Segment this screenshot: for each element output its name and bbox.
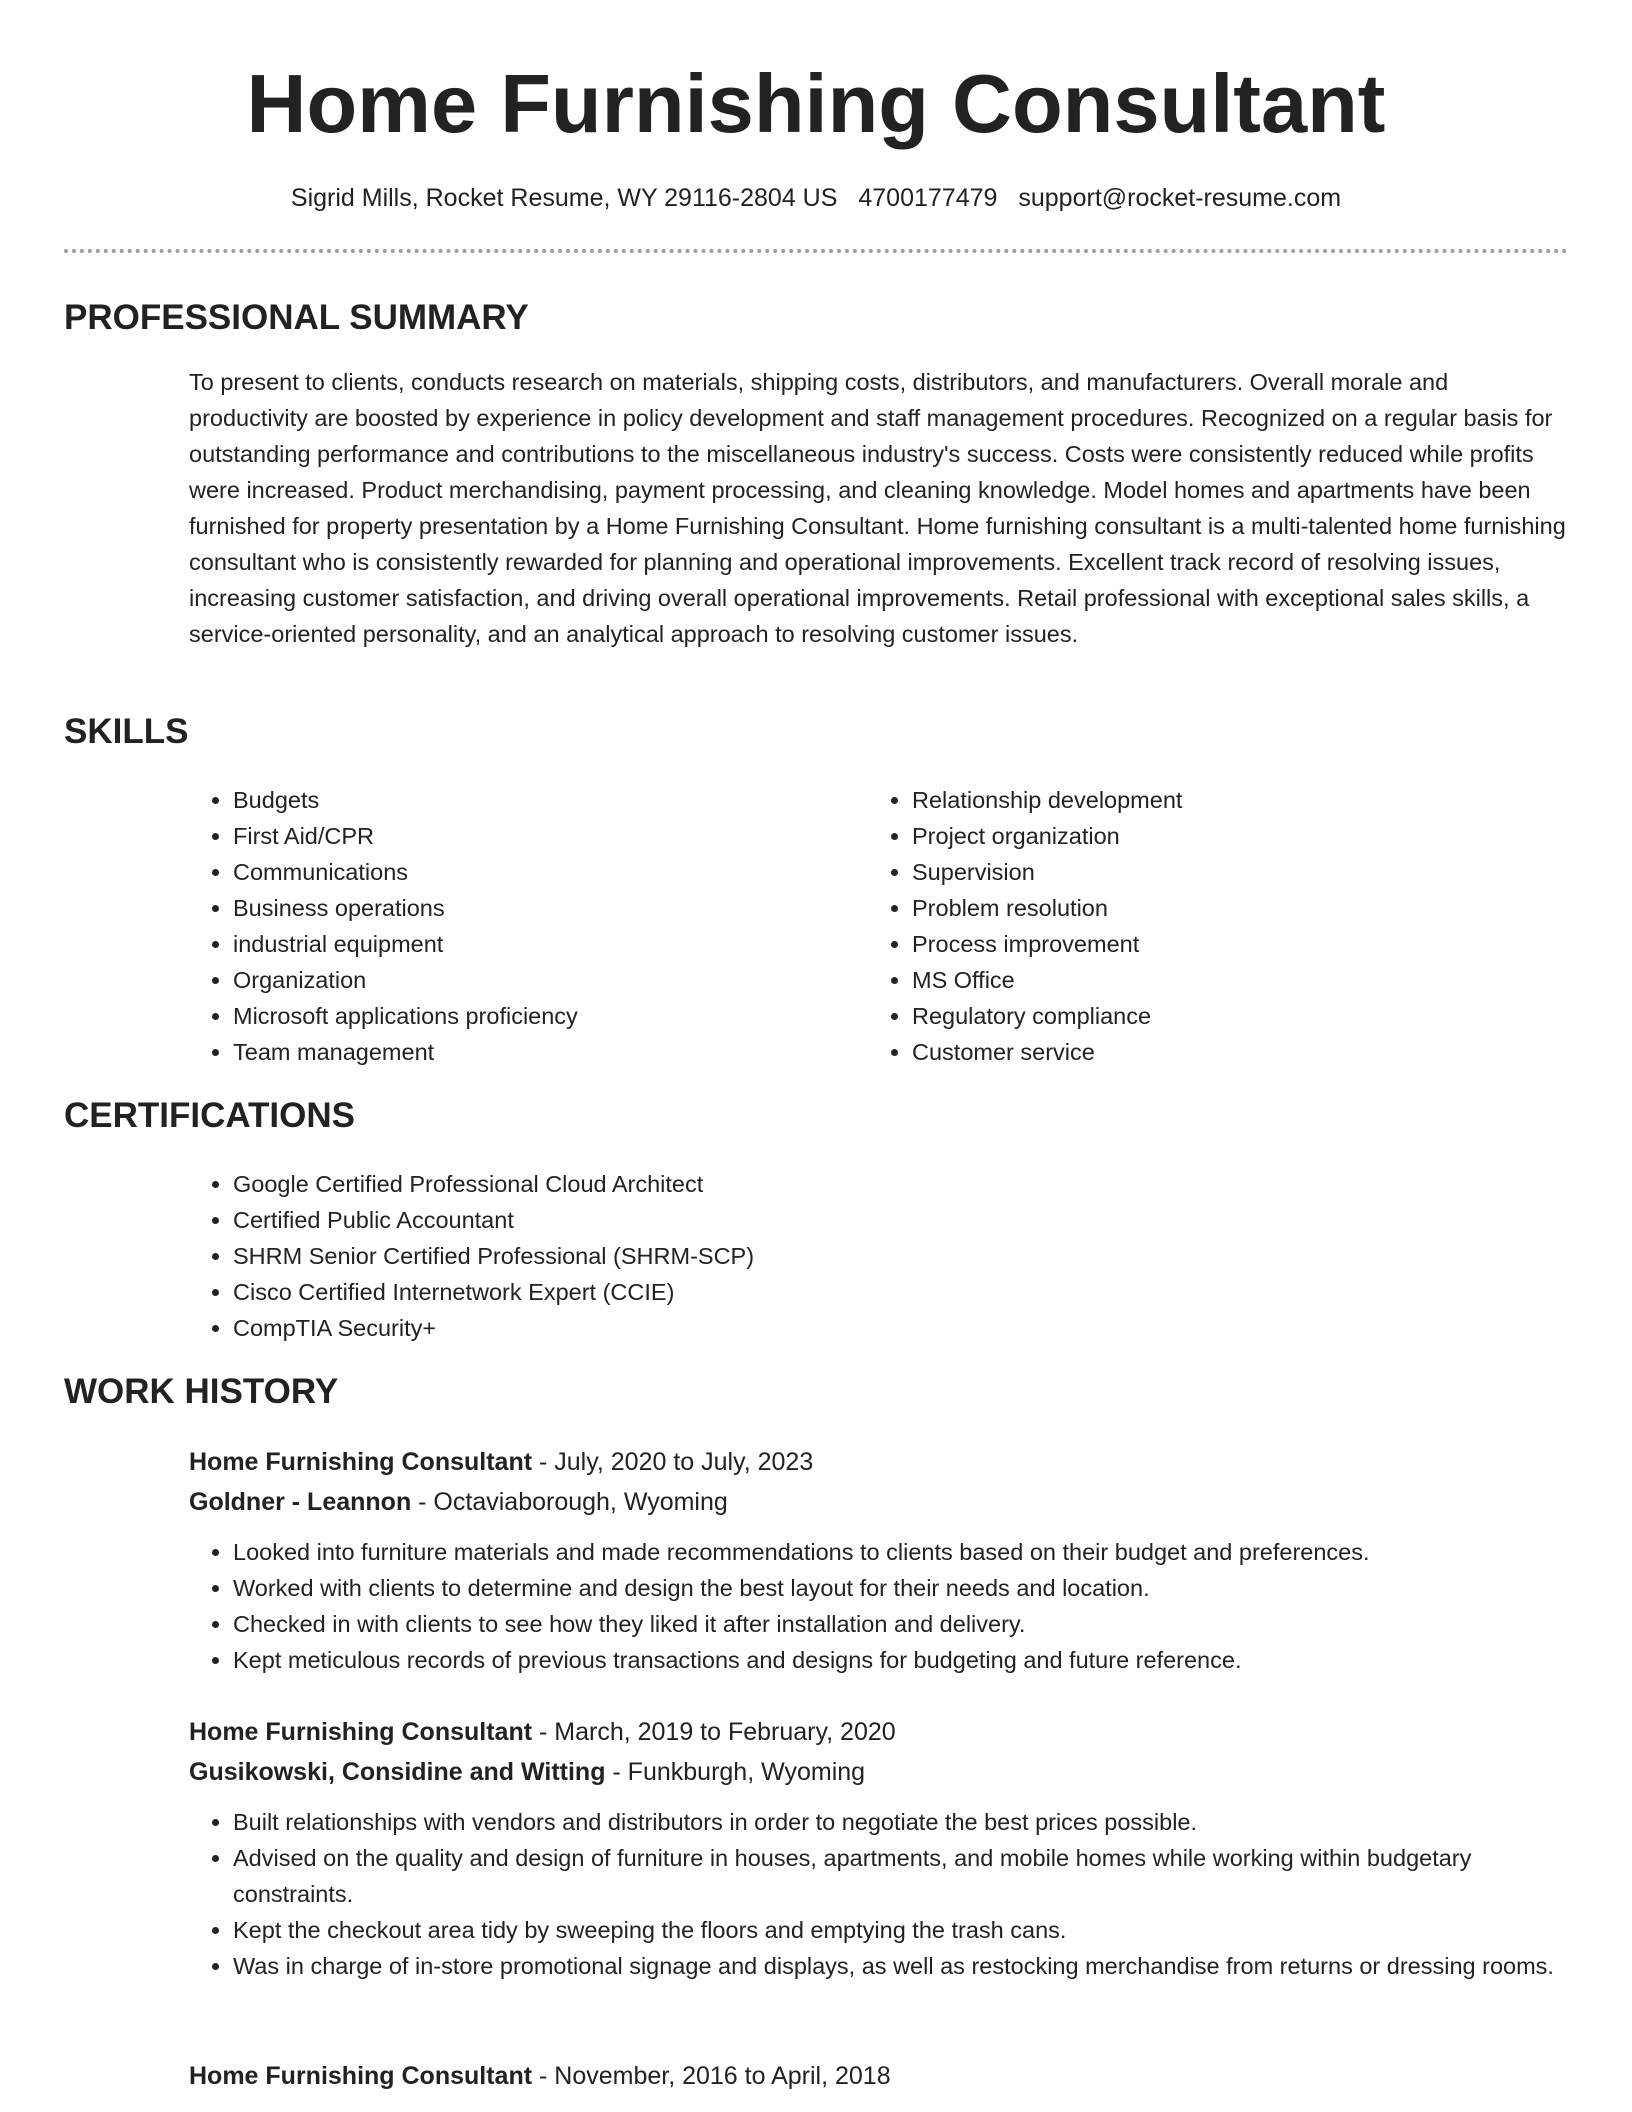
job-bullet: • Kept the checkout area tidy by sweeping the floors and emptying the trash cans. [233, 1912, 1569, 1948]
skill-item: • Supervision [912, 854, 1508, 890]
skills-column-right [868, 782, 1508, 1070]
contact-phone: 4700177479 [858, 184, 998, 212]
skill-item: • Microsoft applications proficiency [233, 998, 829, 1034]
job-company: Gusikowski, Considine and Witting [189, 1758, 606, 1786]
skill-item: • MS Office [912, 962, 1508, 998]
job-company-line [189, 1752, 1569, 1792]
job-bullet: • Advised on the quality and design of furniture in houses, apartments, and mobile homes while working within budgetary constraints. [233, 1840, 1569, 1912]
job-bullet: • Checked in with clients to see how they liked it after installation and delivery. [233, 1606, 1569, 1642]
certification-item: • Certified Public Accountant [233, 1202, 1489, 1238]
skill-item: • Communications [233, 854, 829, 890]
job-title: Home Furnishing Consultant [189, 1718, 533, 1746]
job-bullet: • Kept meticulous records of previous transactions and designs for budgeting and future reference. [233, 1642, 1569, 1678]
job-entry [189, 1442, 1569, 1678]
job-location: - Funkburgh, Wyoming [605, 1758, 866, 1786]
skill-item: • Customer service [912, 1034, 1508, 1070]
certification-item: • Google Certified Professional Cloud Architect [233, 1166, 1489, 1202]
header-divider [64, 249, 1568, 253]
certification-item: • CompTIA Security+ [233, 1310, 1489, 1346]
certification-item: • SHRM Senior Certified Professional (SHRM-SCP) [233, 1238, 1489, 1274]
job-entry [189, 1712, 1569, 1984]
job-dates: - March, 2019 to February, 2020 [532, 1718, 896, 1746]
job-entry [189, 2056, 1569, 2096]
job-company-line [189, 1482, 1569, 1522]
resume-title: Home Furnishing Consultant [246, 57, 1386, 150]
skills-column-left [189, 782, 829, 1070]
job-bullet: • Looked into furniture materials and made recommendations to clients based on their budget and preferences. [233, 1534, 1569, 1570]
skill-item: • Budgets [233, 782, 829, 818]
skills-heading: SKILLS [64, 712, 189, 751]
contact-email: support@rocket-resume.com [1018, 184, 1342, 212]
contact-address: Sigrid Mills, Rocket Resume, WY 29116-2804 US [290, 184, 838, 212]
job-company: Goldner - Leannon [189, 1488, 412, 1516]
skills-list-right [868, 782, 1508, 1070]
skill-item: • Organization [233, 962, 829, 998]
contact-line [0, 181, 1632, 215]
job-bullet: • Worked with clients to determine and design the best layout for their needs and location. [233, 1570, 1569, 1606]
skills-list-left [189, 782, 829, 1070]
summary-text: To present to clients, conducts research on materials, shipping costs, distributors, and manufacturers. Overall morale and productivity are boosted by experience in policy development and staff management procedures. Recognized on a regular basis for outstanding performance and contributions to the miscellaneous industry's success. Costs were consistently reduced while profits were increased. Product merchandising, payment processing, and cleaning knowledge. Model homes and apartments have been furnished for property presentation by a Home Furnishing Consultant. Home furnishing consultant is a multi-talented home furnishing consultant who is consistently rewarded for planning and operational improvements. Excellent track record of resolving issues, increasing customer satisfaction, and driving overall operational improvements. Retail professional with exceptional sales skills, a service-oriented personality, and an analytical approach to resolving customer issues. [189, 369, 1566, 647]
skill-item: • Team management [233, 1034, 829, 1070]
job-dates: - July, 2020 to July, 2023 [532, 1448, 814, 1476]
job-title-line [189, 2056, 1569, 2096]
job-title-line [189, 1712, 1569, 1752]
skill-item: • First Aid/CPR [233, 818, 829, 854]
job-bullets [0, 1534, 1569, 1678]
skill-item: • Process improvement [912, 926, 1508, 962]
job-bullets [0, 1804, 1569, 1984]
skill-item: • Regulatory compliance [912, 998, 1508, 1034]
job-bullet: • Was in charge of in-store promotional signage and displays, as well as restocking merchandise from returns or dressing rooms. [233, 1948, 1569, 1984]
skill-item: • industrial equipment [233, 926, 829, 962]
work-history-heading: WORK HISTORY [64, 1372, 339, 1411]
skill-item: • Project organization [912, 818, 1508, 854]
job-dates: - November, 2016 to April, 2018 [532, 2062, 891, 2090]
job-location: - Octaviaborough, Wyoming [411, 1488, 728, 1516]
skill-item: • Problem resolution [912, 890, 1508, 926]
certifications-heading: CERTIFICATIONS [64, 1096, 356, 1135]
certification-item: • Cisco Certified Internetwork Expert (CCIE) [233, 1274, 1489, 1310]
job-title: Home Furnishing Consultant [189, 2062, 533, 2090]
job-title-line [189, 1442, 1569, 1482]
skill-item: • Relationship development [912, 782, 1508, 818]
certifications-list [189, 1166, 1489, 1346]
job-bullet: • Built relationships with vendors and distributors in order to negotiate the best prices possible. [233, 1804, 1569, 1840]
summary-heading: PROFESSIONAL SUMMARY [64, 298, 529, 337]
skill-item: • Business operations [233, 890, 829, 926]
job-title: Home Furnishing Consultant [189, 1448, 533, 1476]
certifications-section [189, 1166, 1489, 1346]
